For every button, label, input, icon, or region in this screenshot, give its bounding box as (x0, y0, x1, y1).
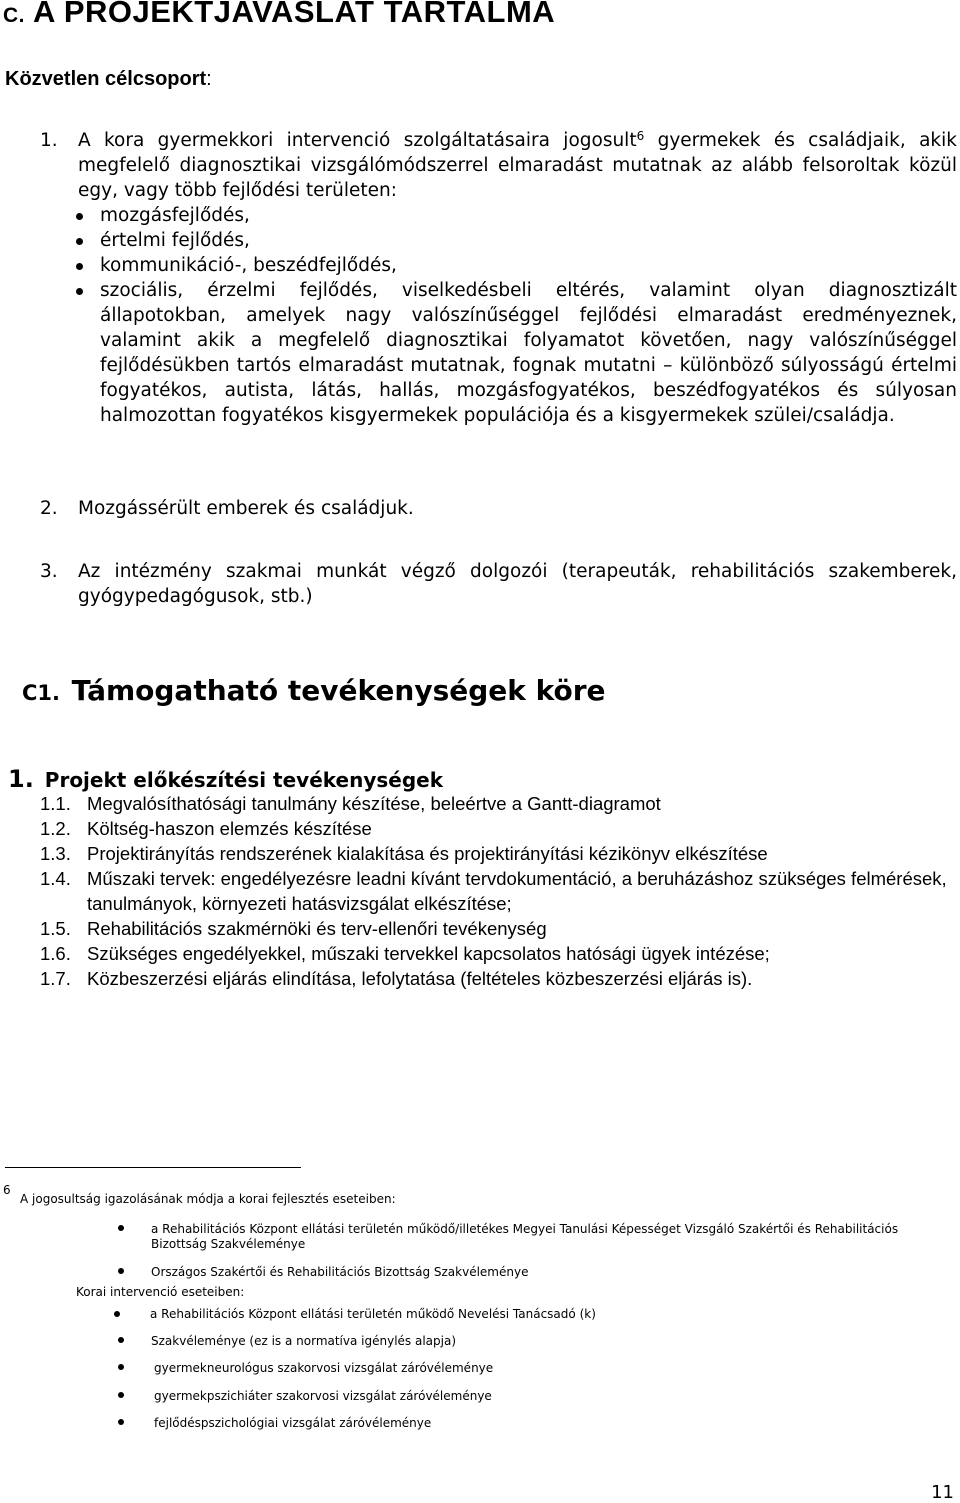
footnote-bullet (118, 1268, 124, 1274)
subsection-title: Projekt előkészítési tevékenységek (44, 768, 444, 792)
subsection-heading (8, 765, 443, 793)
footnote-intro-2: Korai intervenció eseteiben: (76, 1285, 245, 1299)
footnote-bullet (118, 1337, 124, 1343)
footnote-bullet (118, 1419, 124, 1425)
page-title (3, 0, 555, 30)
section-prefix: C1. (22, 681, 61, 705)
footnote-item: a Rehabilitációs Központ ellátási területén működő Nevelési Tanácsadó (k) (150, 1307, 596, 1321)
bullet-item: szociális, érzelmi fejlődés, viselkedésbeli eltérés, valamint olyan diagnosztizált állapotokban, amelyek nagy valószínűséggel fejlődési elmaradást eredményeznek, valamint akik a megfelelő diagnosztikai folyamatot követően, nagy valószínűséggel fejlődésükben tartós elmaradást mutatnak, fognak mutatni – különböző súlyosságú értelmi fogyatékos, autista, látás, hallás, mozgásfogyatékos, beszédfogyatékos és súlyosan halmozottan fogyatékos kisgyermekek populációja és a kisgyermekek szülei/családja. (70, 278, 957, 428)
activity-number: 1.4. (40, 868, 71, 889)
activity-text: Közbeszerzési eljárás elindítása, lefolytatása (feltételes közbeszerzési eljárás is). (87, 968, 753, 989)
footnote-bullet (118, 1392, 124, 1398)
section-heading-c1 (22, 674, 606, 707)
activity-list (40, 791, 957, 991)
title-text: A PROJEKTJAVASLAT TARTALMA (32, 0, 556, 29)
activity-number: 1.3. (40, 843, 71, 864)
subsection-number: 1. (8, 765, 34, 793)
section-title: Támogatható tevékenységek köre (71, 674, 606, 707)
activity-number: 1.1. (40, 793, 71, 814)
activity-item (40, 941, 957, 966)
activity-item (40, 866, 957, 916)
item-number: 2. (40, 498, 58, 519)
footnote-bullet (118, 1364, 124, 1370)
item-text: Az intézmény szakmai munkát végző dolgozói (terapeuták, rehabilitációs szakemberek, gyógypedagógusok, stb.) (78, 561, 957, 607)
activity-item (40, 816, 957, 841)
bullet-item: mozgásfejlődés, (70, 203, 957, 228)
footnote-item: fejlődéspszichológiai vizsgálat záróvéleménye (154, 1416, 432, 1430)
subheading (5, 68, 212, 91)
title-prefix: C. (3, 4, 25, 27)
activity-item (40, 841, 957, 866)
footnote-intro: A jogosultság igazolásának módja a korai fejlesztés eseteiben: (20, 1192, 396, 1206)
item-number: 1. (40, 130, 58, 151)
footnote-item: gyermekneurológus szakorvosi vizsgálat záróvéleménye (154, 1361, 494, 1375)
item-text (78, 128, 957, 203)
footnote-bullet (114, 1311, 120, 1317)
footnote-item: a Rehabilitációs Központ ellátási területén működő/illetékes Megyei Tanulási Képességet Vizsgáló Szakértői és Rehabilitációs Bizottság Szakvéleménye (151, 1222, 899, 1251)
list-item-1 (40, 128, 957, 428)
activity-number: 1.2. (40, 818, 71, 839)
subheading-text: Közvetlen célcsoport (5, 68, 207, 90)
activity-text: Rehabilitációs szakmérnöki és terv-ellenőri tevékenység (87, 918, 547, 939)
activity-item (40, 791, 957, 816)
footnote-marker: 6 (3, 1183, 11, 1197)
footnote-item: Szakvéleménye (ez is a normatíva igénylés alapja) (151, 1334, 457, 1348)
activity-text: Projektirányítás rendszerének kialakítása és projektirányítási kézikönyv elkészítése (87, 843, 768, 864)
bullet-item: értelmi fejlődés, (70, 228, 957, 253)
subheading-colon: : (206, 68, 212, 90)
activity-number: 1.5. (40, 918, 71, 939)
item-text-part: A kora gyermekkori intervenció szolgáltatásaira jogosult (78, 130, 637, 151)
list-item-2 (40, 496, 957, 521)
activity-text: Költség-haszon elemzés készítése (87, 818, 372, 839)
footnote-item: Országos Szakértői és Rehabilitációs Bizottság Szakvéleménye (151, 1265, 529, 1279)
activity-text: Megvalósíthatósági tanulmány készítése, beleértve a Gantt-diagramot (87, 793, 661, 814)
item-text: Mozgássérült emberek és családjuk. (78, 498, 414, 519)
activity-item (40, 916, 957, 941)
activity-number: 1.7. (40, 968, 71, 989)
list-item-3 (40, 559, 957, 609)
bullet-list (70, 203, 957, 428)
item-number: 3. (40, 561, 58, 582)
footnote-bullet (118, 1225, 124, 1231)
activity-number: 1.6. (40, 943, 71, 964)
activity-item (40, 966, 957, 991)
page-number: 11 (931, 1482, 954, 1503)
item-text-part: gyermekek és családjaik, akik megfelelő diagnosztikai vizsgálómódszerrel elmaradást mutatnak az alább felsoroltak közül egy, vagy több fejlődési területen: (78, 130, 957, 201)
activity-text: Műszaki tervek: engedélyezésre leadni kívánt tervdokumentáció, a beruházáshoz szükséges felmérések, tanulmányok, környezeti hatásvizsgálat elkészítése; (87, 868, 947, 914)
activity-text: Szükséges engedélyekkel, műszaki tervekkel kapcsolatos hatósági ügyek intézése; (87, 943, 770, 964)
footnote-ref: 6 (636, 129, 645, 143)
footnote-separator (5, 1167, 301, 1168)
bullet-item: kommunikáció-, beszédfejlődés, (70, 253, 957, 278)
footnote-item: gyermekpszichiáter szakorvosi vizsgálat záróvéleménye (154, 1389, 492, 1403)
